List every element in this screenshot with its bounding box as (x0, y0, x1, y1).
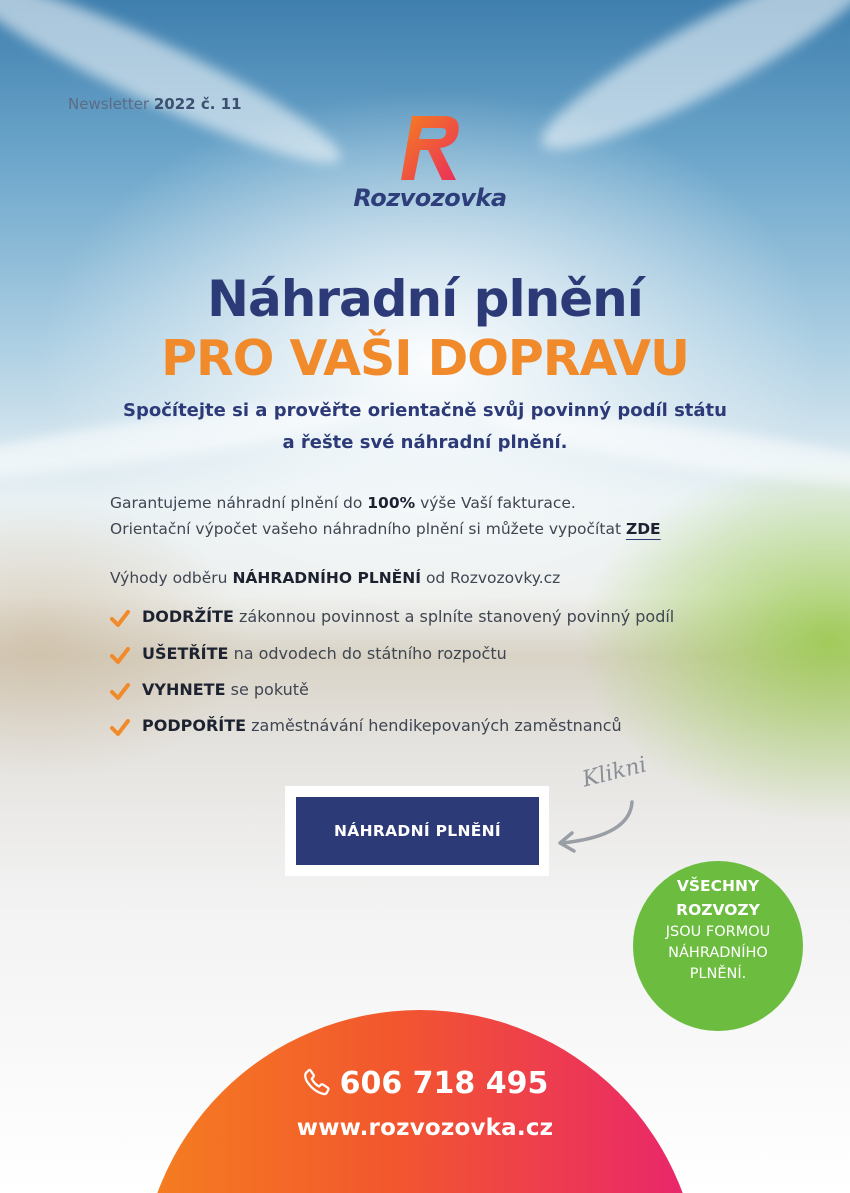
phone-icon (302, 1067, 332, 1097)
check-icon (110, 719, 130, 737)
benefits-heading-text: od Rozvozovky.cz (425, 569, 561, 587)
badge-line: NÁHRADNÍHO (668, 945, 768, 961)
click-hint: Klikni (579, 752, 650, 793)
benefit-bold: UŠETŘÍTE (142, 644, 229, 663)
check-icon (110, 647, 130, 665)
benefit-text: na odvodech do státního rozpočtu (233, 644, 507, 663)
all-deliveries-badge (633, 861, 803, 1031)
phone-number: 606 718 495 (339, 1066, 549, 1101)
benefits-heading-text: Výhody odběru (110, 569, 228, 587)
intro-text: výše Vaší fakturace. (420, 494, 576, 512)
benefit-text: zaměstnávání hendikepovaných zaměstnanců (251, 716, 622, 735)
intro-line-1 (110, 494, 576, 512)
hero-subtitle-line-1: Spočítejte si a prověřte orientačně svůj povinný podíl státu (123, 400, 727, 421)
badge-line: JSOU FORMOU (665, 924, 771, 940)
badge-line: ROZVOZY (676, 901, 760, 919)
intro-percentage: 100% (367, 494, 416, 512)
badge-line: PLNĚNÍ. (689, 966, 747, 982)
newsletter-issue-label (68, 95, 242, 113)
intro-text: Garantujeme náhradní plnění do (110, 494, 363, 512)
benefit-bold: DODRŽÍTE (142, 607, 234, 626)
nahradni-plneni-button[interactable]: NÁHRADNÍ PLNĚNÍ (296, 797, 539, 865)
calculator-link[interactable]: ZDE (625, 520, 661, 538)
curved-arrow-icon (550, 788, 640, 858)
website-link[interactable]: www.rozvozovka.cz (296, 1115, 554, 1141)
badge-line: VŠECHNY (676, 877, 760, 895)
background-streak (0, 0, 353, 186)
check-icon (110, 610, 130, 628)
benefits-heading-bold: NÁHRADNÍHO PLNĚNÍ (232, 569, 421, 587)
intro-line-2 (110, 520, 661, 538)
background-streak (526, 0, 850, 175)
cta-frame (285, 786, 549, 876)
benefit-text: se pokutě (230, 680, 309, 699)
newsletter-issue-number: 2022 č. 11 (153, 95, 242, 113)
intro-text: Orientační výpočet vašeho náhradního plnění si můžete vypočítat (110, 520, 622, 538)
benefit-text: zákonnou povinnost a splníte stanovený povinný podíl (238, 607, 675, 626)
check-icon (110, 683, 130, 701)
phone-contact[interactable] (0, 1066, 850, 1101)
benefit-bold: VYHNETE (142, 680, 226, 699)
hero-title-accent: PRO VAŠI DOPRAVU (161, 330, 689, 387)
benefits-heading (110, 569, 560, 587)
footer-contact-circle (140, 1010, 700, 1193)
brand-name: Rozvozovka (353, 184, 507, 212)
r-letter-logo-icon (398, 112, 464, 184)
newsletter-prefix: Newsletter (68, 95, 150, 113)
benefit-bold: PODPOŘÍTE (142, 716, 247, 735)
hero-title: Náhradní plnění (207, 270, 643, 328)
brand-logo[interactable] (340, 112, 520, 217)
hero-subtitle-line-2: a řešte své náhradní plnění. (282, 432, 568, 453)
